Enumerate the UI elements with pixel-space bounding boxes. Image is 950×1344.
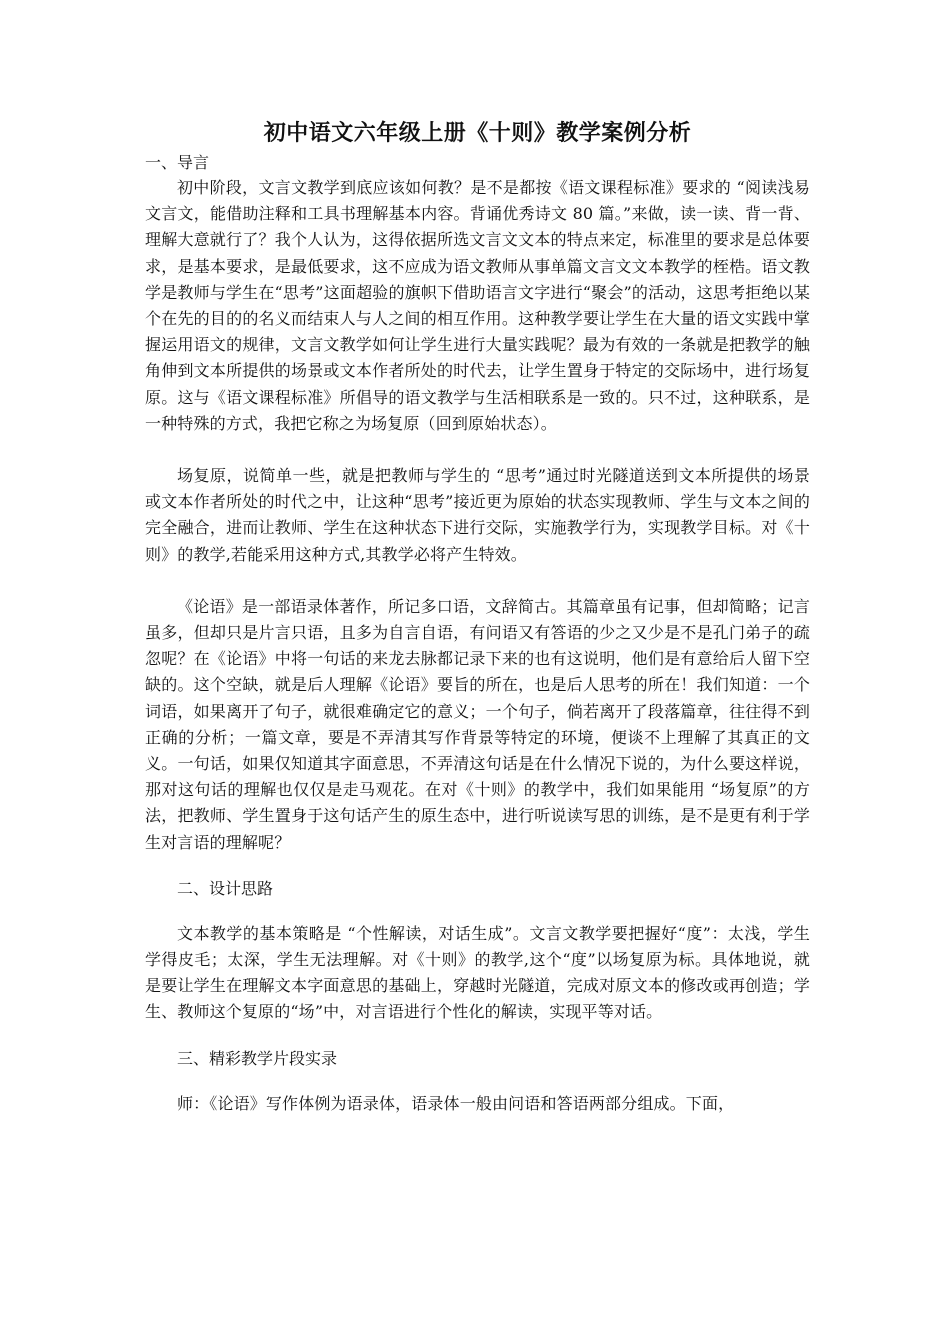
paragraph-spacer xyxy=(145,568,810,594)
section-heading-design: 二、设计思路 xyxy=(177,878,274,898)
section-heading-record: 三、精彩教学片段实录 xyxy=(177,1048,338,1068)
paragraph-spacer xyxy=(145,1071,810,1091)
design-paragraph: 文本教学的基本策略是 “个性解读，对话生成”。文言文教学要把握好“度”：太浅，学生学得皮毛；太深，学生无法理解。对《十则》的教学,这个“度”以场复原为标。具体地说，就是要让学生在理解文本字面意思的基础上，穿越时光隧道，完成对原文本的修改或再创造；学生、教师这个复原的“场”中，对言语进行个性化的解读，实现平等对话。 xyxy=(145,923,810,1022)
paragraph-spacer xyxy=(145,437,810,463)
intro-paragraph-1: 初中阶段，文言文教学到底应该如何教？是不是都按《语文课程标准》要求的 “阅读浅易文言文，能借助注释和工具书理解基本内容。背诵优秀诗文 80 篇。”来做，读一读、背一背、理解大意就行了？我个人认为，这得依据所选文言文文本的特点来定，标准里的要求是总体要求，是基本要求，是最低要求，这不应成为语文教师从事单篇文言文文本教学的桎梏。语文教学是教师与学生在“思考”这面超验的旗帜下借助语言文字进行“聚会”的活动，这思考拒绝以某个在先的目的的名义而结束人与人之间的相互作用。这种教学要让学生在大量的语文实践中掌握运用语文的规律，文言文教学如何让学生进行大量实践呢？最为有效的一条就是把教学的触角伸到文本所提供的场景或文本作者所处的时代去，让学生置身于特定的交际场中，进行场复原。这与《语文课程标准》所倡导的语文教学与生活相联系是一致的。只不过，这种联系，是一种特殊的方式，我把它称之为场复原（回到原始状态）。 xyxy=(145,178,810,433)
paragraph-spacer xyxy=(145,901,810,921)
paragraph-spacer xyxy=(145,1026,810,1046)
document-page xyxy=(145,118,810,1117)
intro-paragraph-2: 场复原，说简单一些，就是把教师与学生的 “思考”通过时光隧道送到文本所提供的场景或文本作者所处的时代之中，让这种“思考”接近更为原始的状态实现教师、学生与文本之间的完全融合，进而让教师、学生在这种状态下进行交际，实施教学行为，实现教学目标。对《十则》的教学,若能采用这种方式,其教学必将产生特效。 xyxy=(145,466,810,564)
intro-paragraph-3: 《论语》是一部语录体著作，所记多口语，文辞简古。其篇章虽有记事，但却简略；记言虽多，但却只是片言只语，且多为自言自语，有问语又有答语的少之又少是不是孔门弟子的疏忽呢？在《论语》中将一句话的来龙去脉都记录下来的也有这说明，他们是有意给后人留下空缺的。这个空缺，就是后人理解《论语》要旨的所在，也是后人思考的所在！我们知道：一个词语，如果离开了句子，就很难确定它的意义；一个句子，倘若离开了段落篇章，往往得不到正确的分析；一篇文章，要是不弄清其写作背景等特定的环境，便谈不上理解了其真正的文义。一句话，如果仅知道其字面意思，不弄清这句话是在什么情况下说的，为什么要这样说，那对这句话的理解也仅仅是走马观花。在对《十则》的教学中，我们如果能用 “场复原”的方法，把教师、学生置身于这句话产生的原生态中，进行听说读写思的训练，是不是更有利于学生对言语的理解呢？ xyxy=(145,596,810,852)
section-heading-intro: 一、导言 xyxy=(145,153,210,172)
record-paragraph: 师：《论语》写作体例为语录体，语录体一般由问语和答语两部分组成。下面， xyxy=(177,1093,735,1113)
document-title: 初中语文六年级上册《十则》教学案例分析 xyxy=(263,121,692,146)
paragraph-spacer xyxy=(145,856,810,876)
